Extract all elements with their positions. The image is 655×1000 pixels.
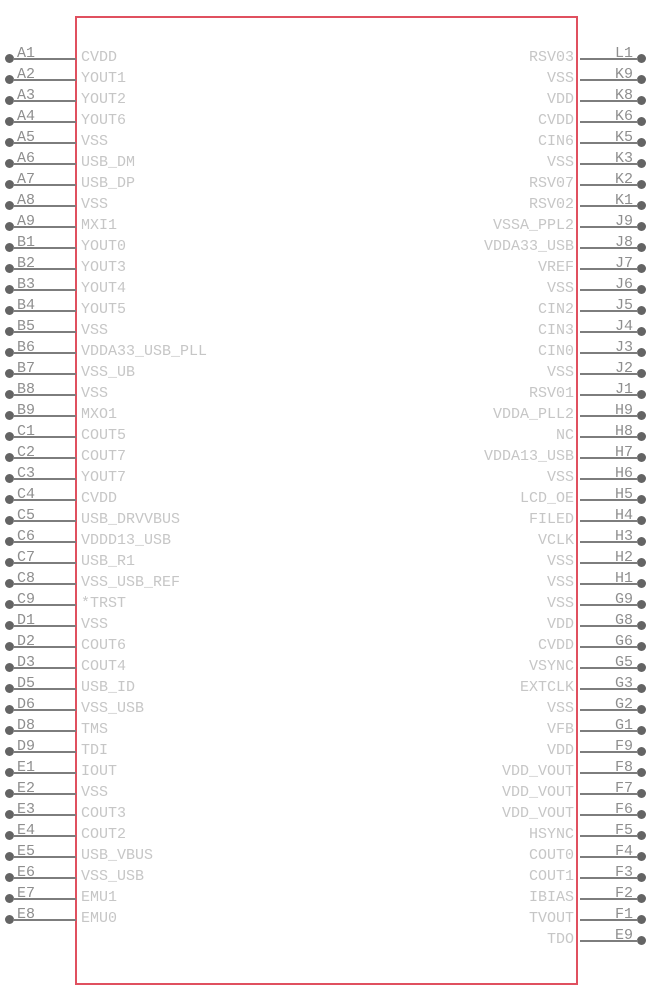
- pin-row: [0, 926, 655, 947]
- pin-name: COUT2: [81, 826, 127, 843]
- pin-number: B6: [17, 339, 36, 356]
- pin-name: CIN0: [537, 343, 574, 360]
- pin-row: [0, 758, 655, 779]
- pin-number: H3: [614, 528, 633, 545]
- pin-name: VSS: [81, 784, 109, 801]
- pin-number: H8: [614, 423, 633, 440]
- pin-terminal-dot: [637, 180, 646, 189]
- pin-terminal-dot: [637, 894, 646, 903]
- pin-name: VDDA33_USB_PLL: [81, 343, 208, 360]
- pin-row: [0, 380, 655, 401]
- pin-name: COUT6: [81, 637, 127, 654]
- pin-number: C3: [17, 465, 36, 482]
- pin-row: [0, 107, 655, 128]
- pin-name: VSS_USB_REF: [81, 574, 181, 591]
- pin-number: F7: [614, 780, 633, 797]
- pin-row: [0, 422, 655, 443]
- pin-row: [0, 443, 655, 464]
- pin-name: USB_DRVVBUS: [81, 511, 181, 528]
- pin-name: HSYNC: [528, 826, 574, 843]
- pin-row: [0, 695, 655, 716]
- pin-name: VSS: [81, 133, 109, 150]
- pin-number: C2: [17, 444, 36, 461]
- pin-name: VDD: [546, 742, 574, 759]
- pin-terminal-dot: [637, 390, 646, 399]
- pin-name: VDDA13_USB: [483, 448, 574, 465]
- pin-name: VSS: [546, 280, 574, 297]
- pin-number: E3: [17, 801, 36, 818]
- pin-name: LCD_OE: [519, 490, 574, 507]
- pin-terminal-dot: [637, 537, 646, 546]
- pin-number: B5: [17, 318, 36, 335]
- pin-number: A2: [17, 66, 36, 83]
- pin-row: [0, 128, 655, 149]
- pin-number: J4: [614, 318, 633, 335]
- pin-terminal-dot: [637, 75, 646, 84]
- pin-name: VSS_USB: [81, 700, 145, 717]
- pin-number: B2: [17, 255, 36, 272]
- pin-terminal-dot: [637, 222, 646, 231]
- pin-row: [0, 737, 655, 758]
- pin-terminal-dot: [637, 810, 646, 819]
- pin-row: [0, 632, 655, 653]
- pin-row: [0, 464, 655, 485]
- pin-name: RSV02: [528, 196, 574, 213]
- pin-terminal-dot: [637, 747, 646, 756]
- pin-terminal-dot: [637, 621, 646, 630]
- pin-number: A4: [17, 108, 36, 125]
- pin-name: EMU0: [81, 910, 118, 927]
- pin-terminal-dot: [637, 264, 646, 273]
- pin-number: A6: [17, 150, 36, 167]
- pin-terminal-dot: [637, 873, 646, 882]
- pin-number: B9: [17, 402, 36, 419]
- pin-number: E2: [17, 780, 36, 797]
- pin-terminal-dot: [637, 327, 646, 336]
- pin-number: H4: [614, 507, 633, 524]
- pin-terminal-dot: [637, 201, 646, 210]
- pin-name: YOUT7: [81, 469, 127, 486]
- pin-number: J3: [614, 339, 633, 356]
- pin-terminal-dot: [637, 915, 646, 924]
- pin-name: TVOUT: [528, 910, 574, 927]
- pin-number: F6: [614, 801, 633, 818]
- pin-name: USB_DM: [81, 154, 136, 171]
- pin-row: [0, 359, 655, 380]
- pin-number: G6: [614, 633, 633, 650]
- pin-name: TDO: [546, 931, 574, 948]
- pin-number: J5: [614, 297, 633, 314]
- pin-name: FILED: [528, 511, 574, 528]
- pin-number: B4: [17, 297, 36, 314]
- pin-name: YOUT3: [81, 259, 127, 276]
- pin-row: [0, 779, 655, 800]
- pin-name: COUT3: [81, 805, 127, 822]
- pin-terminal-dot: [637, 705, 646, 714]
- pin-terminal-dot: [637, 558, 646, 567]
- pin-terminal-dot: [637, 411, 646, 420]
- pin-name: CVDD: [537, 637, 574, 654]
- pin-number: G2: [614, 696, 633, 713]
- pin-terminal-dot: [637, 243, 646, 252]
- pin-row: [0, 44, 655, 65]
- pin-row: [0, 170, 655, 191]
- pin-terminal-dot: [637, 936, 646, 945]
- pin-number: A9: [17, 213, 36, 230]
- pin-terminal-dot: [637, 96, 646, 105]
- pin-row: [0, 800, 655, 821]
- pin-name: VDD_VOUT: [501, 784, 574, 801]
- pin-number: D8: [17, 717, 36, 734]
- pin-number: D2: [17, 633, 36, 650]
- pin-number: F1: [614, 906, 633, 923]
- pin-name: CIN2: [537, 301, 574, 318]
- pin-number: E6: [17, 864, 36, 881]
- pin-number: J8: [614, 234, 633, 251]
- pin-row: [0, 527, 655, 548]
- pin-row: [0, 716, 655, 737]
- pin-number: D9: [17, 738, 36, 755]
- pin-terminal-dot: [637, 768, 646, 777]
- pin-name: VDD_VOUT: [501, 805, 574, 822]
- pin-number: J7: [614, 255, 633, 272]
- pin-number: J1: [614, 381, 633, 398]
- pin-row: [0, 506, 655, 527]
- pin-name: *TRST: [81, 595, 127, 612]
- pin-number: A7: [17, 171, 36, 188]
- pin-row: [0, 317, 655, 338]
- pin-row: [0, 485, 655, 506]
- pin-number: H6: [614, 465, 633, 482]
- pin-terminal-dot: [637, 348, 646, 357]
- pin-number: C1: [17, 423, 36, 440]
- pin-number: D6: [17, 696, 36, 713]
- pin-name: MXO1: [81, 406, 118, 423]
- pin-name: VSYNC: [528, 658, 574, 675]
- pin-name: VFB: [546, 721, 574, 738]
- pin-number: K5: [614, 129, 633, 146]
- pin-name: RSV01: [528, 385, 574, 402]
- pin-row: [0, 821, 655, 842]
- pin-terminal-dot: [637, 306, 646, 315]
- pin-terminal-dot: [637, 138, 646, 147]
- pin-row: [0, 212, 655, 233]
- pin-name: VSS: [546, 70, 574, 87]
- pin-name: RSV07: [528, 175, 574, 192]
- pin-number: C8: [17, 570, 36, 587]
- pin-name: YOUT4: [81, 280, 127, 297]
- pin-number: H1: [614, 570, 633, 587]
- pin-row: [0, 338, 655, 359]
- pin-number: K1: [614, 192, 633, 209]
- pin-name: COUT0: [528, 847, 574, 864]
- pin-name: COUT5: [81, 427, 127, 444]
- pin-name: YOUT6: [81, 112, 127, 129]
- pin-terminal-dot: [637, 369, 646, 378]
- pin-number: F9: [614, 738, 633, 755]
- pin-name: CVDD: [537, 112, 574, 129]
- pin-number: B8: [17, 381, 36, 398]
- pin-number: H7: [614, 444, 633, 461]
- pin-name: VSS_USB: [81, 868, 145, 885]
- pin-name: VSS_UB: [81, 364, 136, 381]
- pin-name: VSS: [81, 385, 109, 402]
- pin-name: CVDD: [81, 490, 118, 507]
- pin-row: [0, 65, 655, 86]
- pin-terminal-dot: [637, 159, 646, 168]
- pin-terminal-dot: [637, 54, 646, 63]
- pin-name: CIN3: [537, 322, 574, 339]
- pin-row: [0, 548, 655, 569]
- pin-row: [0, 149, 655, 170]
- pin-number: A1: [17, 45, 36, 62]
- pin-name: VSS: [546, 595, 574, 612]
- pin-number: L1: [614, 45, 633, 62]
- pin-number: A8: [17, 192, 36, 209]
- pin-name: IBIAS: [528, 889, 574, 906]
- pin-name: CIN6: [537, 133, 574, 150]
- pin-name: VREF: [537, 259, 574, 276]
- pin-number: F5: [614, 822, 633, 839]
- pin-number: C9: [17, 591, 36, 608]
- pin-number: E8: [17, 906, 36, 923]
- pin-terminal-dot: [637, 789, 646, 798]
- pin-row: [0, 611, 655, 632]
- pin-number: E7: [17, 885, 36, 902]
- pin-number: J6: [614, 276, 633, 293]
- pin-terminal-dot: [637, 831, 646, 840]
- pin-name: IOUT: [81, 763, 118, 780]
- pin-name: VSS: [546, 700, 574, 717]
- pin-number: H2: [614, 549, 633, 566]
- pin-number: C6: [17, 528, 36, 545]
- pin-name: YOUT5: [81, 301, 127, 318]
- pin-name: YOUT0: [81, 238, 127, 255]
- pin-name: YOUT2: [81, 91, 127, 108]
- pin-number: F8: [614, 759, 633, 776]
- pin-number: A3: [17, 87, 36, 104]
- pin-name: MXI1: [81, 217, 118, 234]
- pin-name: VDD: [546, 91, 574, 108]
- pin-number: E9: [614, 927, 633, 944]
- pin-name: USB_R1: [81, 553, 136, 570]
- pin-row: [0, 674, 655, 695]
- pin-terminal-dot: [637, 642, 646, 651]
- pin-name: VDD: [546, 616, 574, 633]
- pin-number: C5: [17, 507, 36, 524]
- pin-name: COUT4: [81, 658, 127, 675]
- pin-name: USB_DP: [81, 175, 136, 192]
- pin-number: E1: [17, 759, 36, 776]
- pin-terminal-dot: [637, 453, 646, 462]
- pin-number: E5: [17, 843, 36, 860]
- pin-number: D1: [17, 612, 36, 629]
- pin-name: VDD_VOUT: [501, 763, 574, 780]
- pin-row: [0, 191, 655, 212]
- pin-number: C7: [17, 549, 36, 566]
- pin-name: RSV03: [528, 49, 574, 66]
- pin-name: USB_VBUS: [81, 847, 154, 864]
- pin-name: EXTCLK: [519, 679, 574, 696]
- pin-name: VSS: [546, 553, 574, 570]
- pin-row: [0, 653, 655, 674]
- pin-number: J9: [614, 213, 633, 230]
- pin-name: VCLK: [537, 532, 574, 549]
- pin-number: C4: [17, 486, 36, 503]
- pin-row: [0, 254, 655, 275]
- pin-terminal-dot: [637, 474, 646, 483]
- pin-number: G3: [614, 675, 633, 692]
- pin-terminal-dot: [637, 663, 646, 672]
- pin-name: TMS: [81, 721, 109, 738]
- pin-number: E4: [17, 822, 36, 839]
- pin-name: USB_ID: [81, 679, 136, 696]
- pin-number: K2: [614, 171, 633, 188]
- pin-name: VSSA_PPL2: [492, 217, 574, 234]
- pin-row: [0, 569, 655, 590]
- pin-number: B1: [17, 234, 36, 251]
- pin-name: VSS: [546, 364, 574, 381]
- pin-row: [0, 590, 655, 611]
- pin-name: VSS: [81, 616, 109, 633]
- pin-row: [0, 842, 655, 863]
- pin-number: G5: [614, 654, 633, 671]
- pin-name: EMU1: [81, 889, 118, 906]
- pin-name: VSS: [81, 196, 109, 213]
- pin-row: [0, 86, 655, 107]
- pin-terminal-dot: [637, 117, 646, 126]
- pin-terminal-dot: [637, 432, 646, 441]
- pin-number: H5: [614, 486, 633, 503]
- pin-number: J2: [614, 360, 633, 377]
- pin-name: VDDA_PLL2: [492, 406, 574, 423]
- pin-terminal-dot: [637, 684, 646, 693]
- pin-terminal-dot: [637, 495, 646, 504]
- pin-name: VDDD13_USB: [81, 532, 172, 549]
- pin-row: [0, 275, 655, 296]
- pin-name: VSS: [546, 574, 574, 591]
- pin-number: K8: [614, 87, 633, 104]
- pin-row: [0, 884, 655, 905]
- pin-terminal-dot: [637, 852, 646, 861]
- pin-name: COUT1: [528, 868, 574, 885]
- pin-number: F3: [614, 864, 633, 881]
- pin-number: B3: [17, 276, 36, 293]
- pin-number: A5: [17, 129, 36, 146]
- pin-terminal-dot: [637, 600, 646, 609]
- pin-number: G9: [614, 591, 633, 608]
- pin-row: [0, 233, 655, 254]
- pin-name: CVDD: [81, 49, 118, 66]
- pin-name: COUT7: [81, 448, 127, 465]
- pin-name: VSS: [546, 469, 574, 486]
- pin-terminal-dot: [637, 579, 646, 588]
- pin-number: H9: [614, 402, 633, 419]
- pin-number: D5: [17, 675, 36, 692]
- pin-name: VDDA33_USB: [483, 238, 574, 255]
- pin-row: [0, 905, 655, 926]
- pin-number: F2: [614, 885, 633, 902]
- pin-terminal-dot: [637, 516, 646, 525]
- pin-number: G1: [614, 717, 633, 734]
- pin-number: B7: [17, 360, 36, 377]
- pin-terminal-dot: [637, 285, 646, 294]
- pin-number: G8: [614, 612, 633, 629]
- pin-terminal-dot: [637, 726, 646, 735]
- pin-number: K9: [614, 66, 633, 83]
- pin-name: VSS: [546, 154, 574, 171]
- pin-name: NC: [555, 427, 574, 444]
- pin-number: K3: [614, 150, 633, 167]
- pin-row: [0, 401, 655, 422]
- pin-number: D3: [17, 654, 36, 671]
- pin-column-right: [0, 44, 655, 947]
- pin-row: [0, 296, 655, 317]
- pin-number: F4: [614, 843, 633, 860]
- pin-name: TDI: [81, 742, 109, 759]
- pin-name: VSS: [81, 322, 109, 339]
- pin-row: [0, 863, 655, 884]
- pin-number: K6: [614, 108, 633, 125]
- pin-name: YOUT1: [81, 70, 127, 87]
